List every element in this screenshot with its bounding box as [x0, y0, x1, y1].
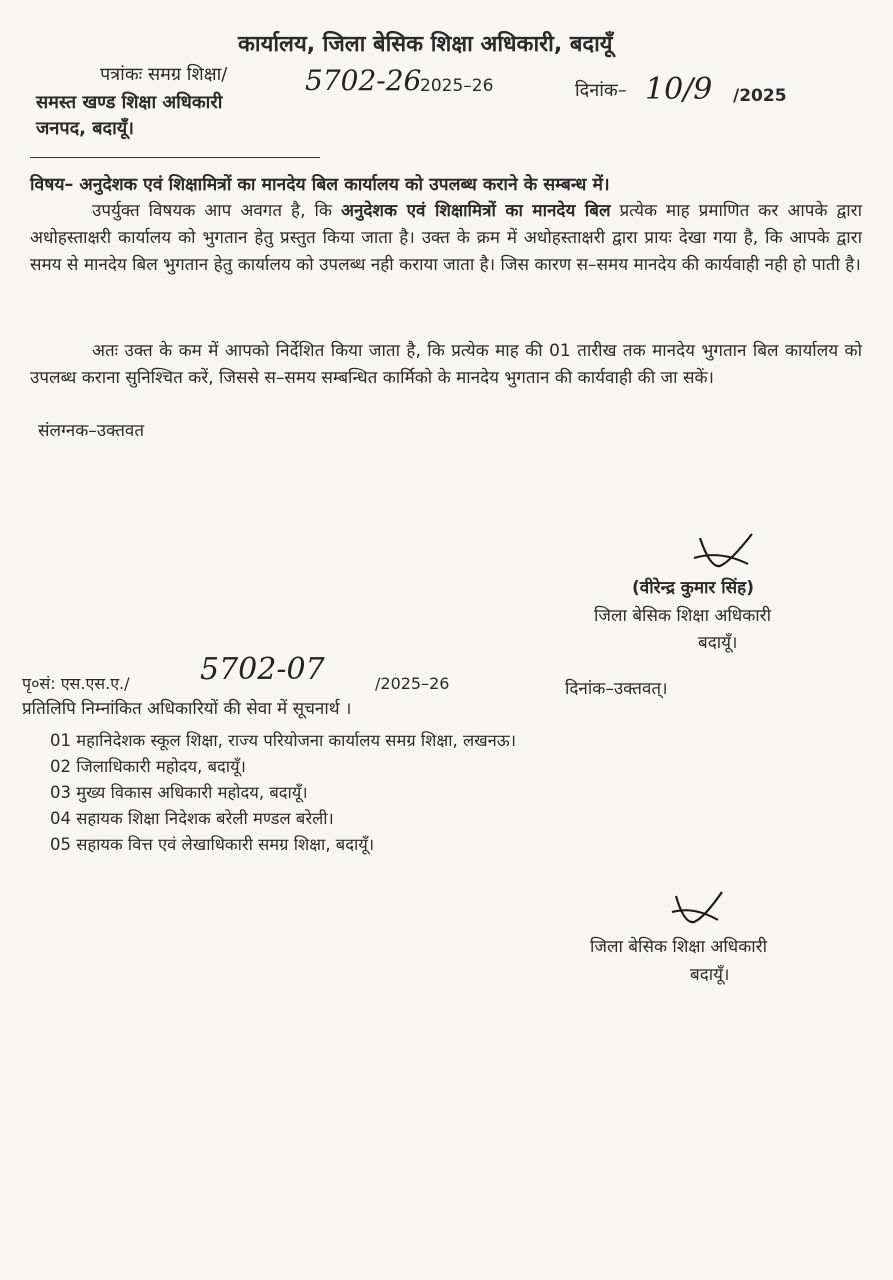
copy-reference-year: /2025–26 [375, 674, 450, 693]
date-label: दिनांक– [575, 80, 627, 101]
signatory-place: बदायूँ। [698, 633, 738, 653]
signature-mark-1 [690, 528, 760, 576]
signatory-2-designation: जिला बेसिक शिक्षा अधिकारी [590, 937, 768, 957]
recipient-line-2: जनपद, बदायूँ। [36, 118, 134, 139]
subject-line: विषय– अनुदेशक एवं शिक्षामित्रों का मानदेय बिल कार्यालय को उपलब्ध कराने के सम्बन्ध में। [30, 175, 610, 195]
copy-date: दिनांक–उक्तवत्। [565, 679, 668, 699]
office-title: कार्यालय, जिला बेसिक शिक्षा अधिकारी, बदायूँ [238, 32, 613, 57]
signatory-2-place: बदायूँ। [690, 965, 730, 985]
reference-label: पत्रांकः समग्र शिक्षा/ [100, 64, 228, 85]
reference-year: 2025–26 [420, 76, 494, 96]
body-paragraph-1-bold: अनुदेशक एवं शिक्षामित्रों का मानदेय बिल [340, 201, 611, 221]
copy-intro: प्रतिलिपि निम्नांकित अधिकारियों की सेवा में सूचनार्थ । [22, 699, 352, 719]
body-paragraph-2: अतः उक्त के कम में आपको निर्देशित किया जाता है, कि प्रत्येक माह की 01 तारीख तक मानदेय भुगतान बिल कार्यालय को उपलब्ध कराना सुनिश्चित करें, जिससे स–समय सम्बन्धित कार्मिको के मानदेय भुगतान की कार्यवाही की जा सकें। [30, 341, 862, 388]
copy-item-4: 04 सहायक शिक्षा निदेशक बरेली मण्डल बरेली। [50, 809, 334, 828]
date-year: /2025 [733, 86, 787, 106]
signatory-designation: जिला बेसिक शिक्षा अधिकारी [594, 606, 772, 626]
recipient-line-1: समस्त खण्ड शिक्षा अधिकारी [36, 92, 223, 113]
body-paragraph-1 [30, 198, 862, 279]
date-handwritten: 10/9 [645, 72, 713, 107]
copy-reference-label: पृ०सं: एस.एस.ए./ [22, 674, 130, 693]
reference-number-handwritten: 5702-26 [305, 64, 422, 97]
copy-item-3: 03 मुख्य विकास अधिकारी महोदय, बदायूँ। [50, 783, 308, 802]
copy-item-5: 05 सहायक वित्त एवं लेखाधिकारी समग्र शिक्षा, बदायूँ। [50, 835, 375, 854]
separator-line [30, 157, 320, 158]
copy-reference-number-handwritten: 5702-07 [200, 652, 325, 687]
copy-item-1: 01 महानिदेशक स्कूल शिक्षा, राज्य परियोजना कार्यालय समग्र शिक्षा, लखनऊ। [50, 731, 517, 750]
copy-item-2: 02 जिलाधिकारी महोदय, बदायूँ। [50, 757, 246, 776]
body-paragraph-1-rest: प्रत्येक माह प्रमाणित कर आपके द्वारा अधोहस्ताक्षरी कार्यालय को भुगतान हेतु प्रस्तुत किया जाता है। उक्त के क्रम में अधोहस्ताक्षरी द्वारा प्रायः देखा गया है, कि आपके द्वारा समय से मानदेय बिल भुगतान हेतु कार्यालय को उपलब्ध नही कराया जाता है। जिस कारण स–समय मानदेय की कार्यवाही नही हो पाती है। [30, 201, 862, 275]
body-paragraph-1-start: उपर्युक्त विषयक आप अवगत है, कि [92, 201, 341, 221]
signatory-name: (वीरेन्द्र कुमार सिंह) [632, 578, 754, 598]
signature-mark-2 [668, 888, 728, 932]
enclosure-line: संलग्नक–उक्तवत [38, 421, 145, 441]
